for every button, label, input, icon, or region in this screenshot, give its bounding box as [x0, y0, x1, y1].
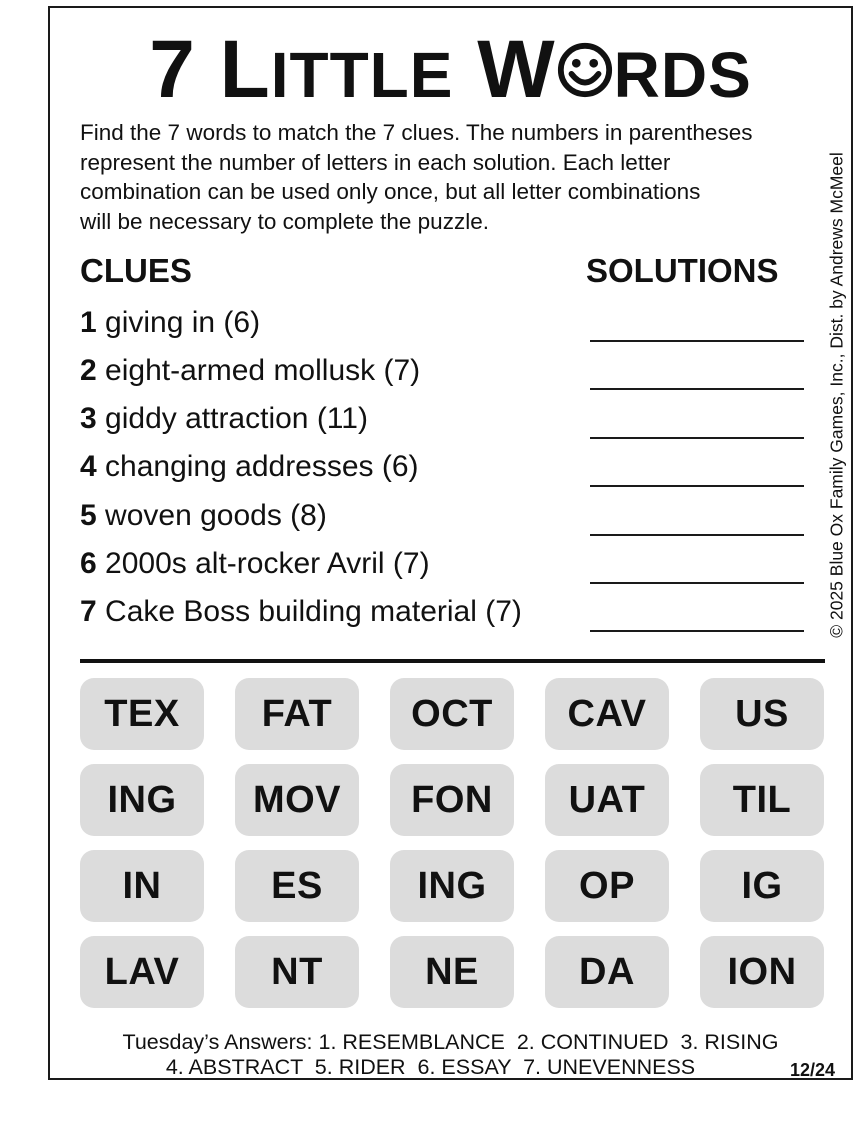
clue-4	[80, 450, 419, 484]
clue-number: 2	[80, 354, 97, 387]
letter-tile[interactable]: OCT	[390, 678, 514, 750]
answers-line: Tuesday’s Answers: 1. RESEMBLANCE 2. CONTINUED 3. RISING	[122, 1030, 779, 1054]
answers-line: 4. ABSTRACT 5. RIDER 6. ESSAY 7. UNEVENNESS	[165, 1055, 696, 1079]
clue-number: 3	[80, 402, 97, 435]
letter-tile[interactable]: LAV	[80, 936, 204, 1008]
clue-number: 4	[80, 450, 97, 483]
previous-answers	[48, 1030, 853, 1080]
clue-2	[80, 354, 420, 388]
instructions-line: combination can be used only once, but all letter combinations	[80, 179, 701, 204]
clue-1	[80, 306, 260, 340]
letter-tile[interactable]: ES	[235, 850, 359, 922]
clue-text: giving in (6)	[105, 306, 261, 339]
clue-number: 7	[80, 595, 97, 628]
page-title	[48, 20, 853, 125]
solution-blank-3[interactable]	[590, 437, 804, 439]
letter-tile[interactable]: FON	[390, 764, 514, 836]
clue-5	[80, 499, 327, 533]
letter-tile[interactable]: IG	[700, 850, 824, 922]
divider	[80, 659, 825, 663]
clue-number: 1	[80, 306, 97, 339]
clues-header: CLUES	[80, 252, 192, 289]
clue-text: changing addresses (6)	[105, 450, 419, 483]
instructions	[80, 118, 840, 236]
letter-tile[interactable]: MOV	[235, 764, 359, 836]
solution-blank-5[interactable]	[590, 534, 804, 536]
letter-tile[interactable]: ING	[390, 850, 514, 922]
title-part: RDS	[613, 39, 752, 111]
title-part: ITTLE	[270, 39, 454, 111]
clue-3	[80, 402, 368, 436]
title-part: W	[453, 24, 556, 115]
letter-tile[interactable]: FAT	[235, 678, 359, 750]
clue-text: giddy attraction (11)	[105, 402, 368, 435]
solutions-header: SOLUTIONS	[586, 252, 779, 289]
letter-tile[interactable]: NE	[390, 936, 514, 1008]
letter-tile[interactable]: NT	[235, 936, 359, 1008]
instructions-line: represent the number of letters in each solution. Each letter	[80, 149, 671, 175]
letter-tile[interactable]: US	[700, 678, 824, 750]
letter-tile[interactable]: TEX	[80, 678, 204, 750]
solution-blank-1[interactable]	[590, 340, 804, 342]
clue-text: woven goods (8)	[105, 499, 327, 532]
puzzle-date: 12/24	[790, 1060, 836, 1080]
solution-blank-2[interactable]	[590, 388, 804, 390]
instructions-line: Find the 7 words to match the 7 clues. The numbers in parentheses	[80, 120, 753, 145]
copyright-notice: © 2025 Blue Ox Family Games, Inc., Dist. by Andrews McMeel	[826, 152, 847, 638]
clue-6	[80, 547, 430, 581]
clue-text: Cake Boss building material (7)	[105, 595, 522, 628]
letter-tile[interactable]: CAV	[545, 678, 669, 750]
letter-tile[interactable]: UAT	[545, 764, 669, 836]
clue-number: 5	[80, 499, 97, 532]
letter-tile[interactable]: ION	[700, 936, 824, 1008]
letter-tile[interactable]: OP	[545, 850, 669, 922]
clue-text: eight-armed mollusk (7)	[105, 354, 421, 387]
clue-7	[80, 595, 522, 629]
letter-tile[interactable]: TIL	[700, 764, 824, 836]
solution-blank-6[interactable]	[590, 582, 804, 584]
instructions-line: will be necessary to complete the puzzle.	[80, 208, 489, 234]
solution-blank-7[interactable]	[590, 630, 804, 632]
clue-text: 2000s alt-rocker Avril (7)	[105, 547, 430, 580]
letter-tile[interactable]: ING	[80, 764, 204, 836]
letter-tile[interactable]: IN	[80, 850, 204, 922]
letter-tile[interactable]: DA	[545, 936, 669, 1008]
clue-number: 6	[80, 547, 97, 580]
solution-blank-4[interactable]	[590, 485, 804, 487]
smiley-face-icon	[556, 41, 614, 99]
title-part: 7 L	[149, 24, 271, 115]
